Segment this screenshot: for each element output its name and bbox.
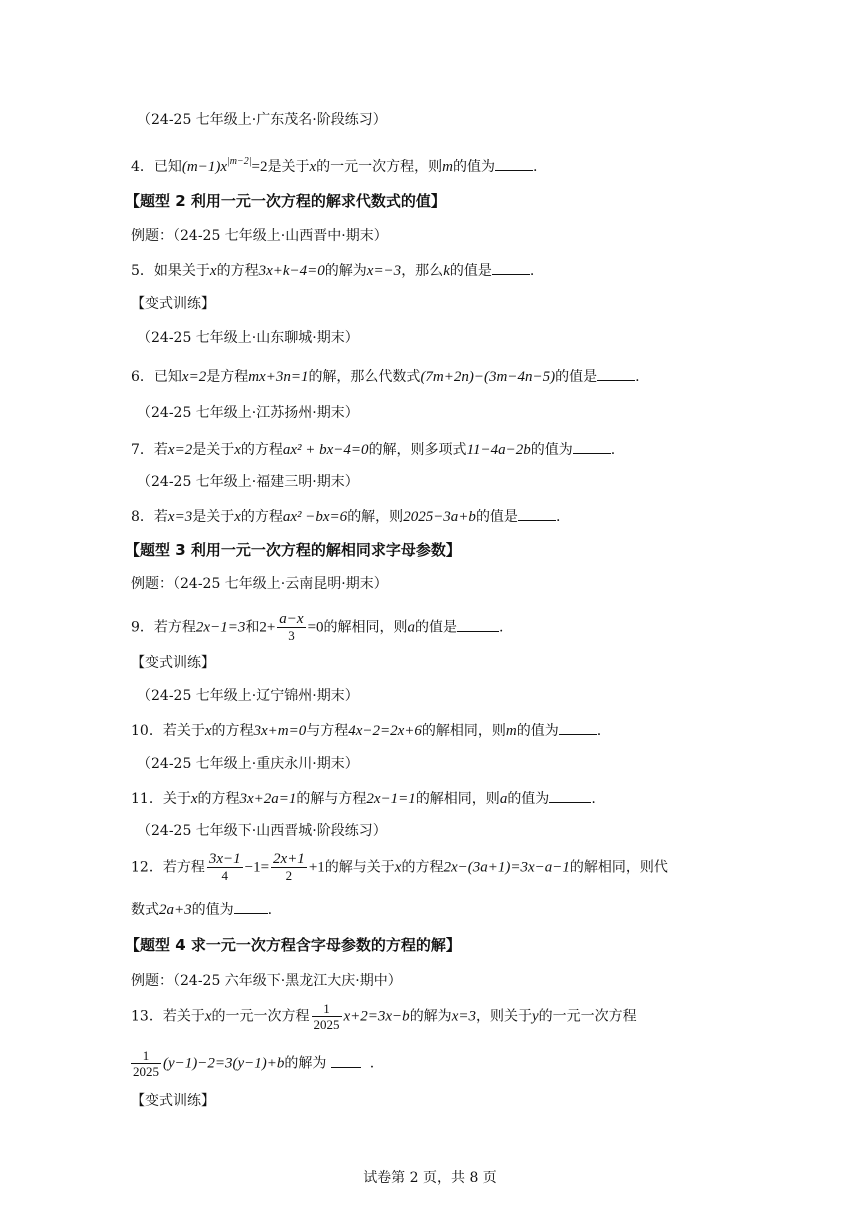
answer-blank xyxy=(457,617,499,632)
answer-blank xyxy=(495,156,533,171)
answer-blank xyxy=(492,260,530,275)
answer-blank xyxy=(518,506,556,521)
source-line: （24-25 七年级上·辽宁锦州·期末） xyxy=(137,688,359,704)
section-heading: 【题型 3 利用一元一次方程的解相同求字母参数】 xyxy=(125,541,461,559)
source-line: （24-25 七年级下·山西晋城·阶段练习） xyxy=(137,823,387,839)
source-line: （24-25 七年级上·山东聊城·期末） xyxy=(137,330,359,346)
answer-blank xyxy=(559,720,597,735)
question-12-continued: 数式2a+3的值为 . xyxy=(131,899,272,920)
fraction: $\frac{1}{2025}$ xyxy=(133,1048,159,1079)
question-13-continued: $\frac{1}{2025}$ (y−1)−2=3(y−1)+b的解为 . xyxy=(133,1048,375,1079)
question-7: 7．若x=2是关于x的方程ax² + bx−4=0的解，则多项式11−4a−2b的值为 . xyxy=(131,439,615,460)
practice-label: 【变式训练】 xyxy=(131,296,215,312)
question-4: 4．已知$(m-1)x^{|m-2|}=2$是关于x的一元一次方程，则m的值为 . xyxy=(131,156,538,175)
fraction: $\frac{3x-1}{4}$ xyxy=(208,851,241,883)
question-11: 11．关于x的方程3x+2a=1的解与方程2x−1=1的解相同，则a的值为 . xyxy=(131,788,596,809)
question-13: 13．若关于x的一元一次方程 $\frac{1}{2025}$ x+2=3x−b的解为x=3，则关于y的一元一次方程 xyxy=(131,1001,637,1032)
answer-blank xyxy=(549,788,591,803)
answer-blank xyxy=(331,1053,361,1068)
question-6: 6．已知x=2是方程mx+3n=1的解，那么代数式(7m+2n)−(3m−4n−5)的值是 . xyxy=(131,366,640,387)
fraction: $\frac{2x+1}{2}$ xyxy=(273,851,305,883)
fraction: $\frac{a-x}{3}$ xyxy=(279,611,304,643)
answer-blank xyxy=(234,899,268,914)
source-line: （24-25 七年级上·福建三明·期末） xyxy=(137,474,359,490)
practice-label: 【变式训练】 xyxy=(131,655,215,671)
question-9: 9．若方程2x−1=3和2+ $\frac{a-x}{3}$ =0的解相同，则a的值是 . xyxy=(131,611,504,643)
question-8: 8．若x=3是关于x的方程ax² −bx=6的解，则2025−3a+b的值是 . xyxy=(131,506,560,527)
example-label: 例题：（24-25 六年级下·黑龙江大庆·期中） xyxy=(131,973,402,989)
source-line: （24-25 七年级上·重庆永川·期末） xyxy=(137,756,359,772)
question-12: 12．若方程 $\frac{3x-1}{4}$ −1= $\frac{2x+1}{2}$ +1的解与关于x的方程2x−(3a+1)=3x−a−1的解相同，则代 xyxy=(131,851,668,883)
question-5: 5．如果关于x的方程3x+k−4=0的解为x=−3，那么k的值是 . xyxy=(131,260,534,281)
example-label: 例题：（24-25 七年级上·云南昆明·期末） xyxy=(131,576,388,592)
source-line: （24-25 七年级上·广东茂名·阶段练习） xyxy=(137,112,387,128)
fraction: $\frac{1}{2025}$ xyxy=(313,1001,340,1032)
source-line: （24-25 七年级上·江苏扬州·期末） xyxy=(137,405,359,421)
section-heading: 【题型 2 利用一元一次方程的解求代数式的值】 xyxy=(125,192,446,210)
page-footer: 试卷第 2 页，共 8 页 xyxy=(363,1170,497,1186)
question-10: 10．若关于x的方程3x+m=0与方程4x−2=2x+6的解相同，则m的值为 . xyxy=(131,720,601,741)
section-heading: 【题型 4 求一元一次方程含字母参数的方程的解】 xyxy=(125,936,461,954)
answer-blank xyxy=(597,366,635,381)
answer-blank xyxy=(573,439,611,454)
example-label: 例题：（24-25 七年级上·山西晋中·期末） xyxy=(131,228,388,244)
practice-label: 【变式训练】 xyxy=(131,1093,215,1109)
